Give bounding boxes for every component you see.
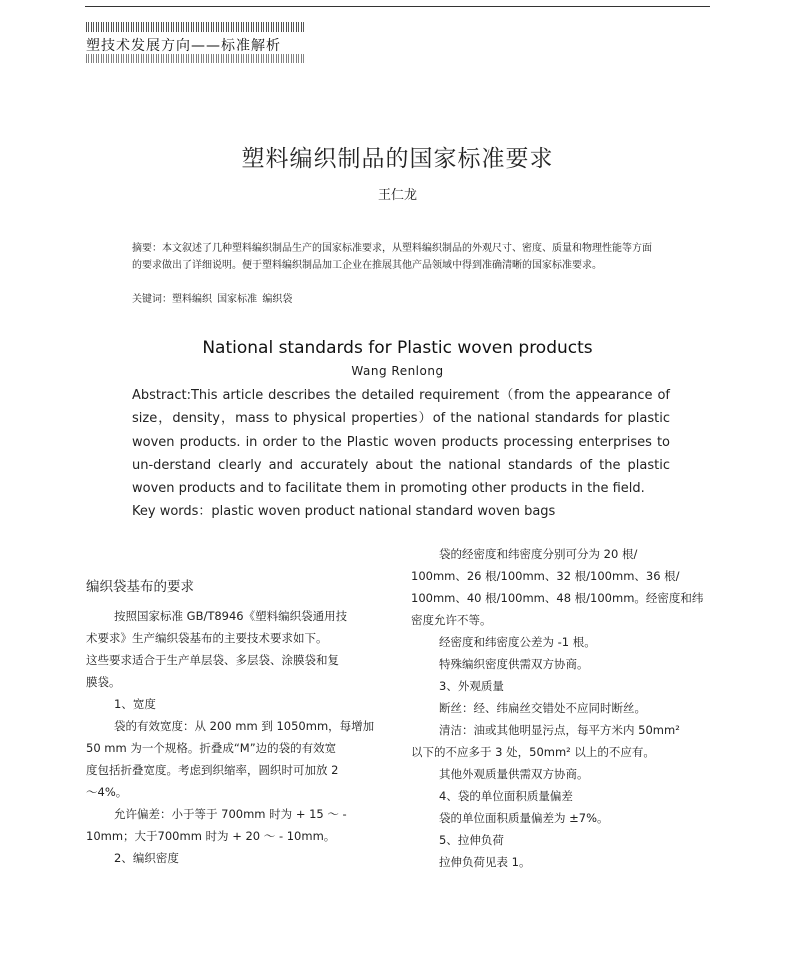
subsection-heading: 4、袋的单位面积质量偏差 <box>439 789 573 803</box>
left-column <box>86 605 386 869</box>
running-header <box>86 22 306 66</box>
subsection-heading: 3、外观质量 <box>439 679 504 693</box>
keywords-cn: 关键词：塑料编织 国家标准 编织袋 <box>132 294 293 305</box>
paragraph-line: 按照国家标准 GB/T8946《塑料编织袋通用技 <box>114 609 348 623</box>
header-noise-bottom <box>86 54 306 63</box>
paragraph-line: 其他外观质量供需双方协商。 <box>439 767 589 781</box>
paragraph-line: 50 mm 为一个规格。折叠成“M”边的袋的有效宽 <box>86 741 337 755</box>
subsection-heading: 5、拉伸负荷 <box>439 833 504 847</box>
paragraph-line: 断丝：经、纬扁丝交错处不应同时断丝。 <box>439 701 646 715</box>
paragraph-line: 特殊编织密度供需双方协商。 <box>439 657 589 671</box>
header-noise-top <box>86 22 306 32</box>
paragraph-line: 袋的经密度和纬密度分别可分为 20 根/ <box>439 547 638 561</box>
abstract-en-label: Abstract: <box>132 388 191 403</box>
paragraph-line: 10mm；大于700mm 时为 + 20 ～ - 10mm。 <box>86 829 336 843</box>
paragraph-line: 这些要求适合于生产单层袋、多层袋、涂膜袋和复 <box>86 653 339 667</box>
abstract-en <box>132 384 670 500</box>
subsection-heading: 2、编织密度 <box>114 851 179 865</box>
top-rule <box>85 6 710 7</box>
paragraph-line: 以下的不应多于 3 处，50mm² 以上的不应有。 <box>411 745 655 759</box>
abstract-en-text: This article describes the detailed requirement（from the appearance of size，density，mass to physical properties）of the national standards for plastic woven products. in order to the Plastic woven products processing enterprises to un-derstand clearly and accurately about the national standards of the plastic woven products and to facilitate them in promoting other products in the field. <box>132 388 670 497</box>
paragraph-line: 拉伸负荷见表 1。 <box>439 855 531 869</box>
abstract-cn: 摘要：本文叙述了几种塑料编织制品生产的国家标准要求，从塑料编织制品的外观尺寸、密度、质量和物理性能等方面的要求做出了详细说明。便于塑料编织制品加工企业在推展其他产品领域中得到准确清晰的国家标准要求。 <box>132 243 652 271</box>
paragraph-line: 术要求》生产编织袋基布的主要技术要求如下。 <box>86 631 328 645</box>
section-heading: 编织袋基布的要求 <box>86 579 194 595</box>
paragraph-line: 袋的有效宽度：从 200 mm 到 1050mm，每增加 <box>114 719 375 733</box>
paragraph-line: 100mm、26 根/100mm、32 根/100mm、36 根/ <box>411 569 680 583</box>
article-title-en: National standards for Plastic woven products <box>202 338 593 358</box>
paragraph-line: 允许偏差：小于等于 700mm 时为 + 15 ～ - <box>114 807 347 821</box>
subsection-heading: 1、宽度 <box>114 697 156 711</box>
paragraph-line: 膜袋。 <box>86 675 121 689</box>
keywords-en: Key words：plastic woven product national standard woven bags <box>132 504 556 519</box>
paragraph-line: 袋的单位面积质量偏差为 ±7%。 <box>439 811 609 825</box>
author-name-cn: 王仁龙 <box>377 188 417 203</box>
paragraph-line: 度包括折叠宽度。考虑到织缩率，圆织时可加放 2 <box>86 763 339 777</box>
paragraph-line: ～4%。 <box>86 785 128 799</box>
running-header-text: 塑技术发展方向——标准解析 <box>86 38 281 54</box>
author-name-en: Wang Renlong <box>351 364 444 378</box>
article-title-cn: 塑料编织制品的国家标准要求 <box>241 146 554 172</box>
right-column <box>411 543 707 873</box>
paragraph-line: 清洁：油或其他明显污点，每平方米内 50mm² <box>439 723 680 737</box>
paragraph-line: 100mm、40 根/100mm、48 根/100mm。经密度和纬 <box>411 591 704 605</box>
paragraph-line: 经密度和纬密度公差为 -1 根。 <box>439 635 596 649</box>
paragraph-line: 密度允许不等。 <box>411 613 492 627</box>
